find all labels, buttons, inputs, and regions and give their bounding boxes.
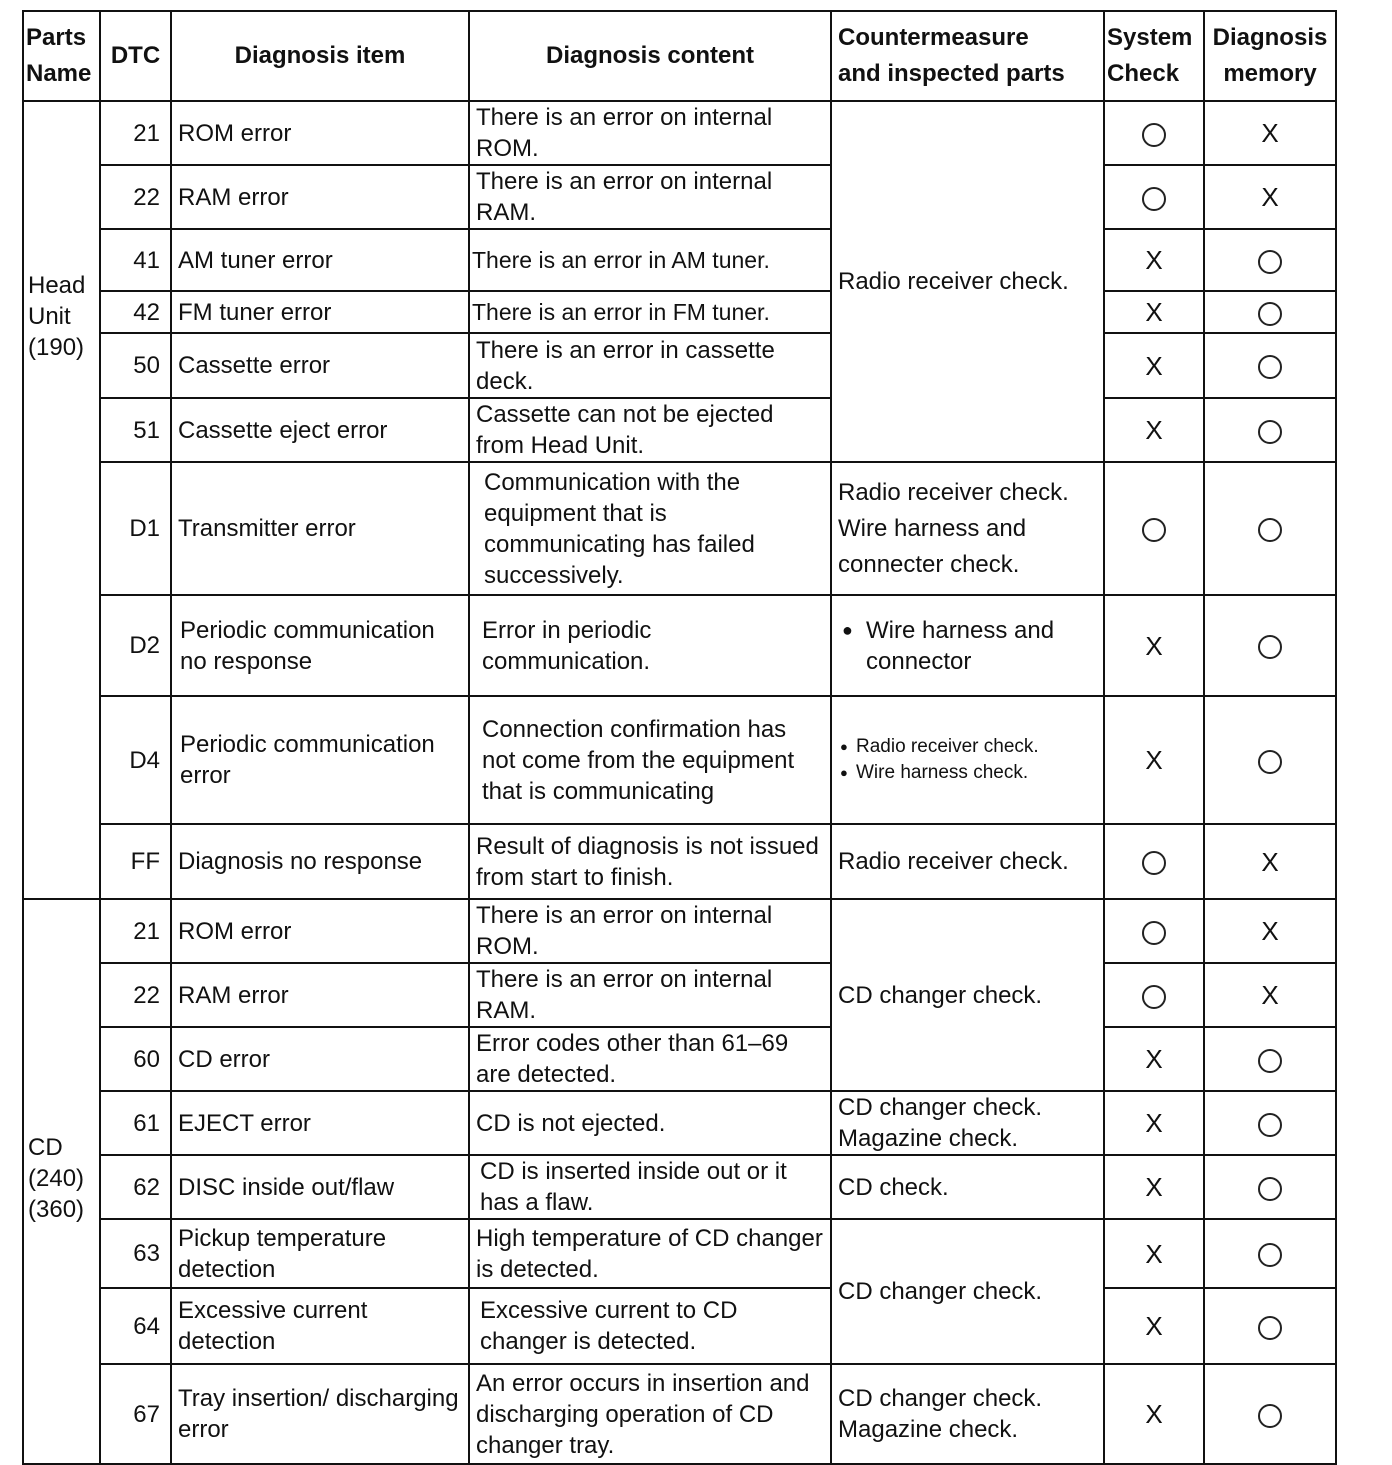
system-check-mark — [1104, 398, 1204, 462]
circle-mark-icon — [1142, 187, 1166, 211]
system-check-mark — [1104, 165, 1204, 229]
x-mark: X — [1261, 118, 1279, 149]
x-mark: X — [1145, 1108, 1163, 1139]
countermeasure: CD changer check. — [831, 1219, 1104, 1364]
dtc-code: 50 — [100, 333, 171, 398]
diagnosis-item: Diagnosis no response — [171, 824, 469, 899]
system-check-mark — [1104, 333, 1204, 398]
x-mark: X — [1145, 1044, 1163, 1075]
diagnosis-content: Result of diagnosis is not issued from start to finish. — [469, 824, 831, 899]
circle-mark-icon — [1258, 635, 1282, 659]
circle-mark-icon — [1258, 1177, 1282, 1201]
header-system-check: System Check — [1104, 11, 1204, 101]
table-row — [23, 398, 1336, 462]
dtc-table — [22, 10, 1337, 1465]
header-dtc: DTC — [100, 11, 171, 101]
x-mark: X — [1261, 846, 1279, 877]
system-check-mark — [1104, 595, 1204, 696]
dtc-code: 64 — [100, 1288, 171, 1364]
header-diagnosis-memory: Diagnosis memory — [1204, 11, 1336, 101]
diagnosis-content: There is an error in FM tuner. — [469, 291, 831, 333]
dtc-code: 22 — [100, 165, 171, 229]
diagnosis-item: Transmitter error — [171, 462, 469, 595]
diagnosis-content: There is an error in cassette deck. — [469, 333, 831, 398]
diagnosis-content: Connection confirmation has not come from the equipment that is communicating — [469, 696, 831, 824]
diagnosis-item: Periodic communication error — [171, 696, 469, 824]
system-check-mark — [1104, 291, 1204, 333]
diagnosis-memory-mark — [1204, 1219, 1336, 1288]
diagnosis-memory-mark — [1204, 229, 1336, 291]
diagnosis-content: An error occurs in insertion and discharging operation of CD changer tray. — [469, 1364, 831, 1464]
system-check-mark — [1104, 1219, 1204, 1288]
dtc-code: D1 — [100, 462, 171, 595]
table-row — [23, 595, 1336, 696]
table-row — [23, 333, 1336, 398]
circle-mark-icon — [1258, 518, 1282, 542]
header-diagnosis-item: Diagnosis item — [171, 11, 469, 101]
diagnosis-item: Cassette eject error — [171, 398, 469, 462]
dtc-code: 22 — [100, 963, 171, 1027]
system-check-mark — [1104, 1027, 1204, 1091]
diagnosis-item: CD error — [171, 1027, 469, 1091]
diagnosis-item: FM tuner error — [171, 291, 469, 333]
dtc-code: 42 — [100, 291, 171, 333]
diagnosis-memory-mark — [1204, 963, 1336, 1027]
countermeasure: CD check. — [831, 1155, 1104, 1219]
table-row — [23, 291, 1336, 333]
diagnosis-content: Cassette can not be ejected from Head Unit. — [469, 398, 831, 462]
x-mark: X — [1145, 1238, 1163, 1269]
diagnosis-memory-mark — [1204, 1288, 1336, 1364]
dtc-code: 21 — [100, 101, 171, 165]
system-check-mark — [1104, 696, 1204, 824]
table-row — [23, 1155, 1336, 1219]
system-check-mark — [1104, 229, 1204, 291]
x-mark: X — [1145, 630, 1163, 661]
diagnosis-item: Excessive current detection — [171, 1288, 469, 1364]
table-row — [23, 824, 1336, 899]
x-mark: X — [1261, 182, 1279, 213]
countermeasure-bullet: ● Wire harness check. — [838, 760, 1097, 786]
diagnosis-memory-mark — [1204, 462, 1336, 595]
table-row — [23, 963, 1336, 1027]
table-row — [23, 1364, 1336, 1464]
table-row — [23, 899, 1336, 963]
diagnosis-content: Communication with the equipment that is communicating has failed successively. — [469, 462, 831, 595]
circle-mark-icon — [1258, 1243, 1282, 1267]
dtc-code: D4 — [100, 696, 171, 824]
x-mark: X — [1145, 245, 1163, 276]
diagnosis-memory-mark — [1204, 1364, 1336, 1464]
diagnosis-item: EJECT error — [171, 1091, 469, 1155]
header-diagnosis-content: Diagnosis content — [469, 11, 831, 101]
countermeasure-bullet-list — [838, 734, 1097, 786]
diagnosis-content: There is an error on internal ROM. — [469, 101, 831, 165]
diagnosis-content: Error codes other than 61–69 are detected. — [469, 1027, 831, 1091]
dtc-code: 67 — [100, 1364, 171, 1464]
diagnosis-memory-mark — [1204, 1155, 1336, 1219]
parts-name-head-unit: Head Unit (190) — [23, 101, 100, 899]
diagnosis-memory-mark — [1204, 696, 1336, 824]
diagnosis-item: DISC inside out/flaw — [171, 1155, 469, 1219]
header-parts-name: Parts Name — [23, 11, 100, 101]
system-check-mark — [1104, 1288, 1204, 1364]
table-row — [23, 462, 1336, 595]
x-mark: X — [1145, 297, 1163, 328]
diagnosis-memory-mark — [1204, 824, 1336, 899]
countermeasure — [831, 595, 1104, 696]
system-check-mark — [1104, 1364, 1204, 1464]
table-row — [23, 229, 1336, 291]
circle-mark-icon — [1258, 250, 1282, 274]
x-mark: X — [1145, 350, 1163, 381]
diagnosis-content: High temperature of CD changer is detected. — [469, 1219, 831, 1288]
dtc-code: 41 — [100, 229, 171, 291]
circle-mark-icon — [1142, 851, 1166, 875]
diagnosis-item: Pickup temperature detection — [171, 1219, 469, 1288]
system-check-mark — [1104, 101, 1204, 165]
system-check-mark — [1104, 1091, 1204, 1155]
countermeasure: Radio receiver check. — [831, 101, 1104, 462]
countermeasure: CD changer check. Magazine check. — [831, 1364, 1104, 1464]
countermeasure-bullet: ● Wire harness and connector — [838, 615, 1097, 677]
circle-mark-icon — [1258, 1113, 1282, 1137]
countermeasure: CD changer check. — [831, 899, 1104, 1091]
table-row — [23, 1219, 1336, 1288]
diagnosis-content: CD is inserted inside out or it has a flaw. — [469, 1155, 831, 1219]
diagnosis-memory-mark — [1204, 595, 1336, 696]
circle-mark-icon — [1142, 985, 1166, 1009]
table-row — [23, 165, 1336, 229]
dtc-code: 62 — [100, 1155, 171, 1219]
dtc-code: 60 — [100, 1027, 171, 1091]
dtc-code: 21 — [100, 899, 171, 963]
diagnosis-memory-mark — [1204, 333, 1336, 398]
system-check-mark — [1104, 1155, 1204, 1219]
countermeasure: Radio receiver check. Wire harness and connecter check. — [831, 462, 1104, 595]
table-row — [23, 696, 1336, 824]
diagnosis-memory-mark — [1204, 101, 1336, 165]
countermeasure — [831, 696, 1104, 824]
diagnosis-item: Periodic communication no response — [171, 595, 469, 696]
diagnosis-content: Excessive current to CD changer is detected. — [469, 1288, 831, 1364]
x-mark: X — [1145, 745, 1163, 776]
system-check-mark — [1104, 899, 1204, 963]
system-check-mark — [1104, 462, 1204, 595]
circle-mark-icon — [1142, 921, 1166, 945]
header-countermeasure: Countermeasure and inspected parts — [831, 11, 1104, 101]
diagnosis-item: AM tuner error — [171, 229, 469, 291]
circle-mark-icon — [1258, 750, 1282, 774]
diagnosis-item: ROM error — [171, 101, 469, 165]
x-mark: X — [1261, 916, 1279, 947]
circle-mark-icon — [1258, 302, 1282, 326]
header-row — [23, 11, 1336, 101]
countermeasure-bullet-list — [838, 615, 1097, 677]
circle-mark-icon — [1258, 1316, 1282, 1340]
diagnosis-content: There is an error on internal ROM. — [469, 899, 831, 963]
x-mark: X — [1145, 415, 1163, 446]
countermeasure: Radio receiver check. — [831, 824, 1104, 899]
diagnosis-memory-mark — [1204, 165, 1336, 229]
dtc-code: 63 — [100, 1219, 171, 1288]
circle-mark-icon — [1258, 420, 1282, 444]
circle-mark-icon — [1258, 1404, 1282, 1428]
table-row — [23, 1027, 1336, 1091]
circle-mark-icon — [1258, 355, 1282, 379]
circle-mark-icon — [1142, 123, 1166, 147]
diagnosis-memory-mark — [1204, 1027, 1336, 1091]
dtc-code: FF — [100, 824, 171, 899]
table-row — [23, 1288, 1336, 1364]
diagnosis-item: ROM error — [171, 899, 469, 963]
x-mark: X — [1145, 1399, 1163, 1430]
diagnosis-content: There is an error in AM tuner. — [469, 229, 831, 291]
diagnosis-item: RAM error — [171, 963, 469, 1027]
system-check-mark — [1104, 824, 1204, 899]
diagnosis-content: There is an error on internal RAM. — [469, 963, 831, 1027]
circle-mark-icon — [1142, 518, 1166, 542]
diagnosis-memory-mark — [1204, 291, 1336, 333]
circle-mark-icon — [1258, 1049, 1282, 1073]
diagnosis-memory-mark — [1204, 899, 1336, 963]
x-mark: X — [1145, 1172, 1163, 1203]
diagnosis-content: CD is not ejected. — [469, 1091, 831, 1155]
countermeasure-bullet: ● Radio receiver check. — [838, 734, 1097, 760]
table-row — [23, 1091, 1336, 1155]
dtc-table-container — [22, 10, 1337, 1465]
diagnosis-memory-mark — [1204, 1091, 1336, 1155]
x-mark: X — [1261, 980, 1279, 1011]
diagnosis-content: Error in periodic communication. — [469, 595, 831, 696]
diagnosis-content: There is an error on internal RAM. — [469, 165, 831, 229]
table-row — [23, 101, 1336, 165]
diagnosis-memory-mark — [1204, 398, 1336, 462]
diagnosis-item: RAM error — [171, 165, 469, 229]
countermeasure: CD changer check. Magazine check. — [831, 1091, 1104, 1155]
system-check-mark — [1104, 963, 1204, 1027]
dtc-code: D2 — [100, 595, 171, 696]
diagnosis-item: Tray insertion/ discharging error — [171, 1364, 469, 1464]
diagnosis-item: Cassette error — [171, 333, 469, 398]
x-mark: X — [1145, 1311, 1163, 1342]
parts-name-cd: CD (240) (360) — [23, 899, 100, 1464]
dtc-code: 51 — [100, 398, 171, 462]
dtc-code: 61 — [100, 1091, 171, 1155]
